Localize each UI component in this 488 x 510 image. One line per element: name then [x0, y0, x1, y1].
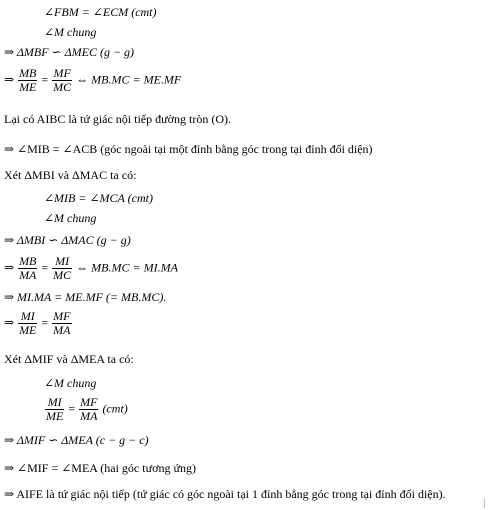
- fraction-denominator: MC: [53, 268, 72, 282]
- similar-triangles-mbi-mac: ⇒ ΔMBI ∽ ΔMAC (g − g): [4, 233, 131, 247]
- consider-mbi-mac: Xét ΔMBI và ΔMAC ta có:: [4, 168, 137, 182]
- equals-sign: =: [41, 72, 49, 87]
- common-angle-m: ∠M chung: [44, 211, 97, 225]
- fraction-numerator: MF: [53, 309, 71, 323]
- ratio-line-cmt: [44, 396, 128, 423]
- fraction-denominator: MA: [53, 323, 71, 337]
- fraction-mb-ma: [18, 255, 37, 282]
- fraction-numerator: MI: [45, 396, 64, 410]
- consider-mif-mea: Xét ΔMIF và ΔMEA ta có:: [4, 352, 134, 366]
- common-angle-m: ∠M chung: [44, 25, 97, 39]
- implies-symbol: ⇒: [4, 72, 15, 87]
- product-equation: ⇔ MB.MC = MI.MA: [76, 260, 178, 275]
- equals-sign: =: [68, 401, 76, 416]
- fraction-mi-me: [18, 310, 37, 337]
- fraction-numerator: MB: [19, 66, 37, 80]
- fraction-numerator: MF: [80, 395, 98, 409]
- fraction-denominator: ME: [46, 409, 64, 423]
- fraction-mb-me: [18, 67, 37, 94]
- fraction-denominator: ME: [19, 323, 37, 337]
- fraction-denominator: MC: [53, 80, 72, 94]
- fraction-mf-ma: [52, 310, 71, 337]
- fraction-numerator: MF: [53, 66, 71, 80]
- fraction-denominator: ME: [19, 80, 37, 94]
- cmt-note: (cmt): [102, 401, 128, 416]
- fraction-mi-me: [45, 396, 64, 423]
- ratio-line-mb-ma: [4, 255, 178, 282]
- fraction-numerator: MI: [52, 255, 72, 269]
- implies-symbol: ⇒: [4, 315, 15, 330]
- similar-triangles-mif-mea: ⇒ ΔMIF ∽ ΔMEA (c − g − c): [4, 433, 149, 447]
- fraction-denominator: MA: [19, 268, 37, 282]
- fraction-mf-ma: [79, 396, 98, 423]
- fraction-mi-mc: [52, 255, 72, 282]
- fraction-numerator: MB: [19, 254, 37, 268]
- equals-sign: =: [41, 260, 49, 275]
- implies-symbol: ⇒: [4, 260, 15, 275]
- fraction-denominator: MA: [80, 409, 98, 423]
- angle-mif-mea: ⇒ ∠MIF = ∠MEA (hai góc tương ứng): [4, 461, 196, 475]
- cyclic-quad-aibc: Lại có AIBC là tứ giác nội tiếp đường tròn (O).: [4, 112, 231, 126]
- ratio-line-mi-me: [4, 310, 73, 337]
- page-edge-mark: [484, 498, 485, 508]
- equation-mi-ma: ⇒ MI.MA = ME.MF (= MB.MC).: [4, 290, 167, 304]
- equation-fbm-ecm: ∠FBM = ∠ECM (cmt): [44, 5, 157, 19]
- fraction-numerator: MI: [18, 310, 37, 324]
- conclusion-aife-cyclic: ⇒ AIFE là tứ giác nội tiếp (tứ giác có góc ngoài tại 1 đỉnh bằng góc trong tại đỉnh đối diện).: [4, 487, 446, 501]
- fraction-mf-mc: [52, 67, 72, 94]
- ratio-line-mb-me: [4, 67, 181, 94]
- product-equation: ⇔ MB.MC = ME.MF: [76, 72, 182, 87]
- common-angle-m: ∠M chung: [44, 376, 97, 390]
- angle-mib-acb: ⇒ ∠MIB = ∠ACB (góc ngoài tại một đỉnh bằng góc trong tại đỉnh đối diện): [4, 142, 373, 156]
- similar-triangles-mbf-mec: ⇒ ΔMBF ∽ ΔMEC (g − g): [4, 45, 135, 59]
- angle-mib-mca: ∠MIB = ∠MCA (cmt): [44, 191, 153, 205]
- equals-sign: =: [41, 315, 49, 330]
